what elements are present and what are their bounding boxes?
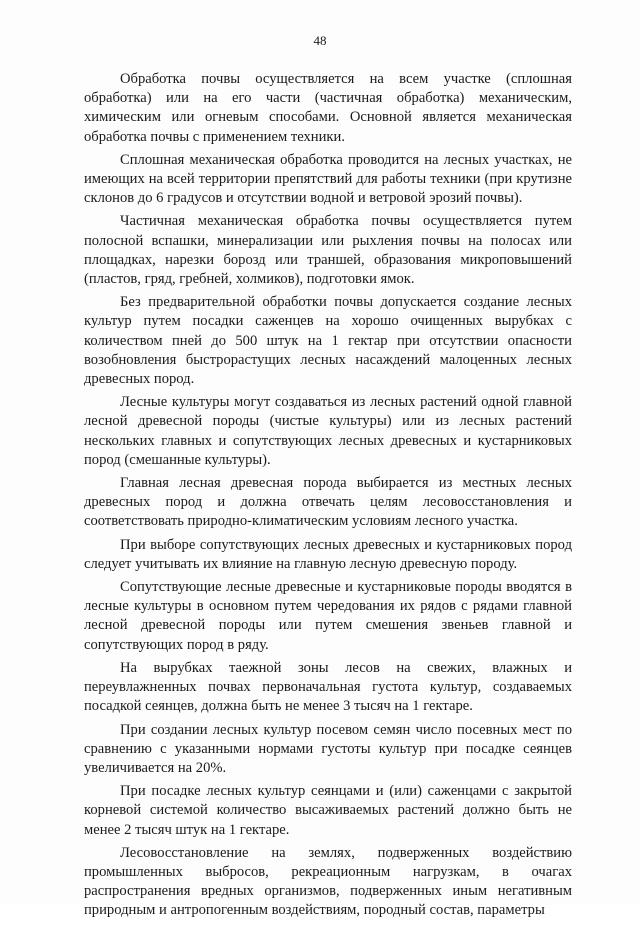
- paragraph-companion-choice: При выборе сопутствующих лесных древесных и кустарниковых пород следует учитывать их влияние на главную лесную древесную породу.: [84, 536, 572, 572]
- paragraph-seeding-increase: При создании лесных культур посевом семян число посевных мест по сравнению с указанными нормами густоты культур при посадке сеянцев увеличивается на 20%.: [84, 721, 572, 776]
- paragraph-continuous-treatment: Сплошная механическая обработка проводится на лесных участках, не имеющих на всей территории препятствий для работы техники (при крутизне склонов до 6 градусов и отсутствии водной и ветровой эрозий почвы).: [84, 151, 572, 207]
- page-number: 48: [313, 33, 327, 48]
- paragraph-soil-treatment: Обработка почвы осуществляется на всем участке (сплошная обработка) или на его части (частичная обработка) механическим, химическим или огневым способами. Основной является механическая обработка почвы с применением техники.: [84, 71, 572, 145]
- paragraph-forest-cultures: Лесные культуры могут создаваться из лесных растений одной главной лесной древесной породы (чистые культуры) или из лесных растений нескольких главных и сопутствующих лесных древесных и кустарниковых пород (смешанные культуры).: [84, 394, 572, 468]
- document-body: [84, 70, 572, 925]
- paragraph-main-species: Главная лесная древесная порода выбирается из местных лесных древесных пород и должна отвечать целям лесовосстановления и соответствовать природно-климатическим условиям лесного участка.: [84, 475, 572, 530]
- paragraph-partial-treatment: Частичная механическая обработка почвы осуществляется путем полосной вспашки, минерализации или рыхления почвы на полосах или площадках, нарезки борозд или траншей, образования микроповышений (пластов, гряд, гребней, холмиков), подготовки ямок.: [84, 213, 572, 288]
- paragraph-reforestation-impacts: Лесовосстановление на землях, подверженных воздействию промышленных выбросов, рекреационным нагрузкам, в очагах распространения вредных организмов, подверженных иным негативным природным и антропогенным воздействиям, породный состав, параметры: [84, 844, 572, 919]
- paragraph-taiga-density: На вырубках таежной зоны лесов на свежих, влажных и переувлажненных почвах первоначальная густота культур, создаваемых посадкой сеянцев, должна быть не менее 3 тысяч на 1 гектаре.: [84, 659, 572, 715]
- paragraph-no-pretreatment: Без предварительной обработки почвы допускается создание лесных культур путем посадки саженцев на хорошо очищенных вырубках с количеством пней до 500 штук на 1 гектар при отсутствии опасности возобновления быстрорастущих лесных насаждений малоценных лесных древесных пород.: [84, 294, 572, 388]
- paragraph-companion-introduction: Сопутствующие лесные древесные и кустарниковые породы вводятся в лесные культуры в основном путем чередования их рядов с рядами главной лесной древесной породы или путем смешения звеньев главной и сопутствующих пород в ряду.: [84, 579, 572, 653]
- paragraph-closed-root: При посадке лесных культур сеянцами и (или) саженцами с закрытой корневой системой количество высаживаемых растений должно быть не менее 2 тысяч штук на 1 гектаре.: [84, 783, 572, 838]
